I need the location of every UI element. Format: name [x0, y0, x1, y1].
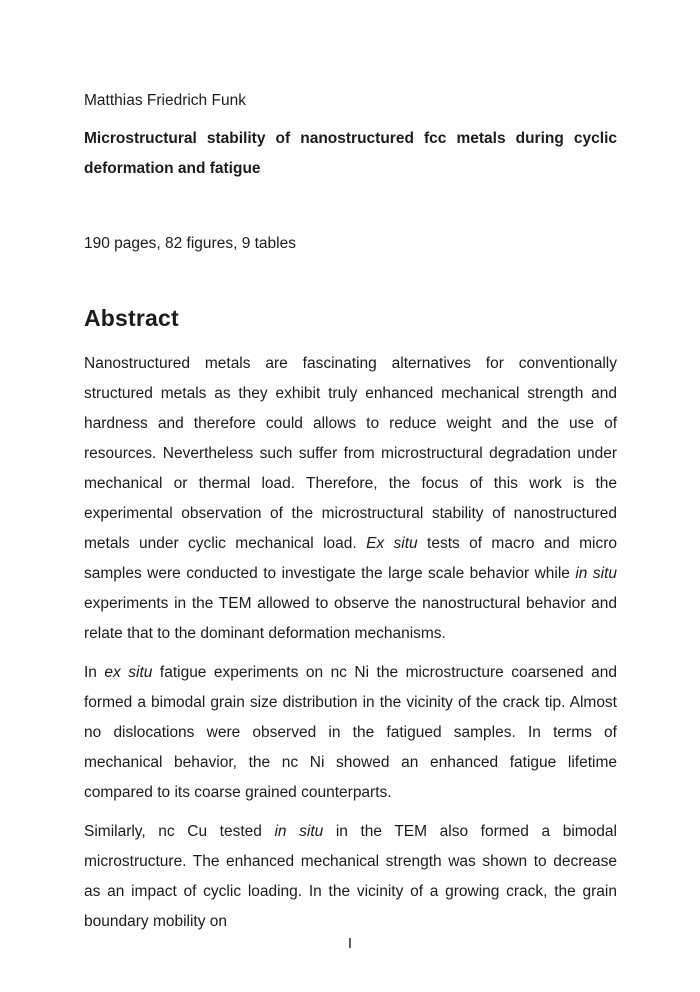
- text-run: In: [84, 664, 105, 681]
- text-run-italic: in situ: [274, 823, 324, 840]
- text-run: in the TEM also formed a bimodal microstructure. The enhanced mechanical strength was shown to decrease as an impact of cyclic loading. In the vicinity of a growing crack, the grain boundary mobility on: [84, 823, 617, 930]
- page-number: I: [347, 935, 353, 952]
- abstract-paragraph-1: [84, 349, 617, 649]
- document-stats: 190 pages, 82 figures, 9 tables: [84, 235, 296, 252]
- text-run: fatigue experiments on nc Ni the microstructure coarsened and formed a bimodal grain size distribution in the vicinity of the crack tip. Almost no dislocations were observed in the fatigued samples. In terms of mechanical behavior, the nc Ni showed an enhanced fatigue lifetime compared to its coarse grained counterparts.: [84, 664, 617, 801]
- author-name: Matthias Friedrich Funk: [84, 92, 246, 109]
- text-run: Nanostructured metals are fascinating alternatives for conventionally structured metals as they exhibit truly enhanced mechanical strength and hardness and therefore could allows to reduce weight and the use of resources. Nevertheless such suffer from microstructural degradation under mechanical or thermal load. Therefore, the focus of this work is the experimental observation of the microstructural stability of nanostructured metals under cyclic mechanical load.: [84, 355, 617, 552]
- text-run: experiments in the TEM allowed to observe the nanostructural behavior and relate that to the dominant deformation mechanisms.: [84, 595, 617, 642]
- abstract-paragraph-3: [84, 817, 617, 937]
- text-run-italic: ex situ: [104, 664, 153, 681]
- abstract-heading: Abstract: [84, 305, 179, 331]
- text-run-italic: Ex situ: [366, 535, 418, 552]
- text-run: Similarly, nc Cu tested: [84, 823, 275, 840]
- abstract-paragraph-2: [84, 658, 617, 808]
- text-run-italic: in situ: [575, 565, 617, 582]
- text-run: tests of macro and micro samples were conducted to investigate the large scale behavior while: [84, 535, 617, 582]
- document-title: Microstructural stability of nanostructured fcc metals during cyclic deformation and fatigue: [84, 130, 617, 177]
